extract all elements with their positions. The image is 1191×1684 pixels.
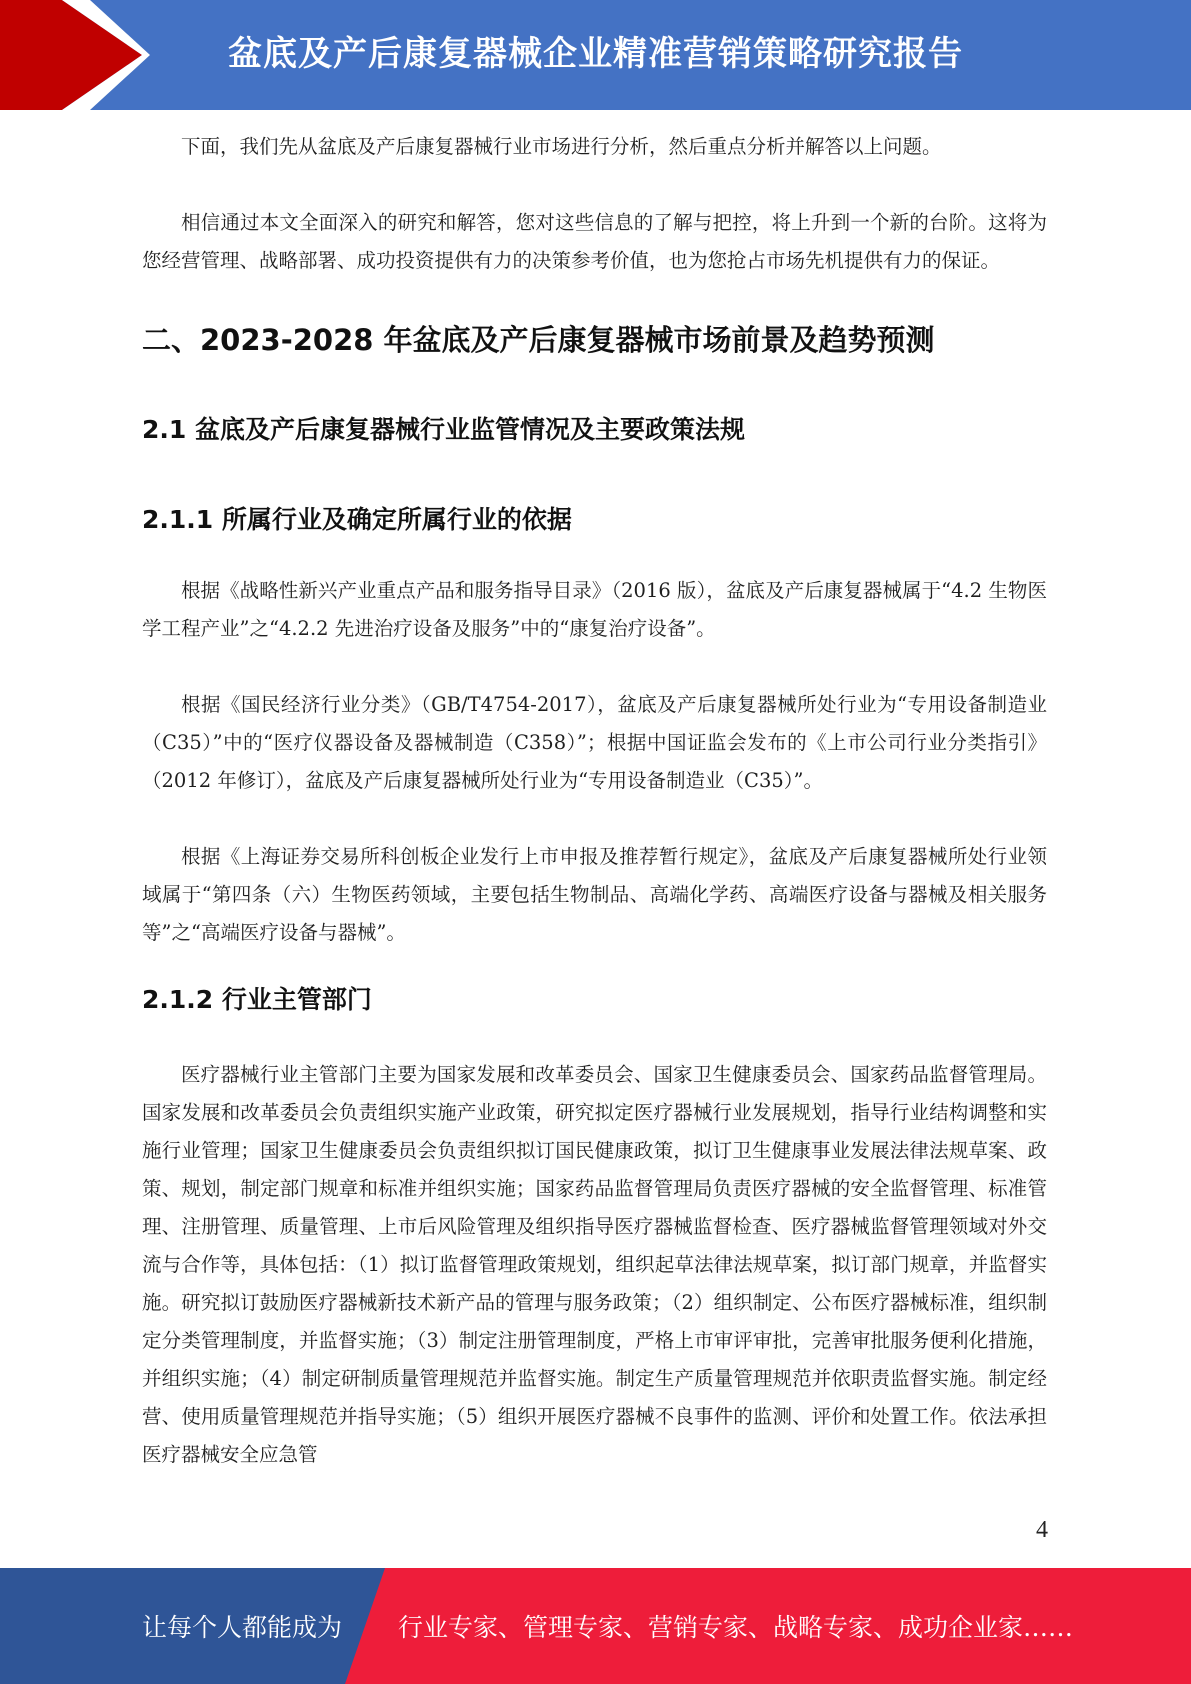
page-number: 4 (1036, 1517, 1048, 1543)
subsection-heading-2-1: 2.1 盆底及产后康复器械行业监管情况及主要政策法规 (142, 415, 745, 444)
section-heading-2: 二、2023-2028 年盆底及产后康复器械市场前景及趋势预测 (142, 323, 935, 357)
footer-slogan-left: 让每个人都能成为 (142, 1613, 343, 1642)
paragraph-strategic-catalog: 根据《战略性新兴产业重点产品和服务指导目录》（2016 版），盆底及产后康复器械属于“4.2 生物医学工程产业”之“4.2.2 先进治疗设备及服务”中的“康复治疗设备”。 (142, 579, 1047, 640)
footer-banner (0, 1568, 1191, 1684)
header-banner (0, 0, 1191, 110)
paragraph-intro: 下面，我们先从盆底及产后康复器械行业市场进行分析，然后重点分析并解答以上问题。 (181, 135, 942, 158)
paragraph-belief: 相信通过本文全面深入的研究和解答，您对这些信息的了解与把控，将上升到一个新的台阶。这将为您经营管理、战略部署、成功投资提供有力的决策参考价值，也为您抢占市场先机提供有力的保证。 (142, 211, 1047, 272)
report-title: 盆底及产后康复器械企业精准营销策略研究报告 (228, 34, 963, 74)
subsection-heading-2-1-2: 2.1.2 行业主管部门 (142, 985, 372, 1014)
paragraph-industry-classification: 根据《国民经济行业分类》（GB/T4754-2017），盆底及产后康复器械所处行业为“专用设备制造业（C35）”中的“医疗仪器设备及器械制造（C358）”；根据中国证监会发布的《上市公司行业分类指引》（2012 年修订），盆底及产后康复器械所处行业为“专用设备制造业（C35）”。 (142, 693, 1047, 792)
paragraph-star-market: 根据《上海证券交易所科创板企业发行上市申报及推荐暂行规定》，盆底及产后康复器械所处行业领域属于“第四条（六）生物医药领域，主要包括生物制品、高端化学药、高端医疗设备与器械及相关服务等”之“高端医疗设备与器械”。 (142, 845, 1047, 944)
paragraph-regulators: 医疗器械行业主管部门主要为国家发展和改革委员会、国家卫生健康委员会、国家药品监督管理局。国家发展和改革委员会负责组织实施产业政策，研究拟定医疗器械行业发展规划，指导行业结构调整和实施行业管理；国家卫生健康委员会负责组织拟订国民健康政策，拟订卫生健康事业发展法律法规草案、政策、规划，制定部门规章和标准并组织实施；国家药品监督管理局负责医疗器械的安全监督管理、标准管理、注册管理、质量管理、上市后风险管理及组织指导医疗器械监督检查、医疗器械监督管理领域对外交流与合作等，具体包括：（1）拟订监督管理政策规划，组织起草法律法规草案，拟订部门规章，并监督实施。研究拟订鼓励医疗器械新技术新产品的管理与服务政策；（2）组织制定、公布医疗器械标准，组织制定分类管理制度，并监督实施；（3）制定注册管理制度，严格上市审评审批，完善审批服务便利化措施，并组织实施；（4）制定研制质量管理规范并监督实施。制定生产质量管理规范并依职责监督实施。制定经营、使用质量管理规范并指导实施；（5）组织开展医疗器械不良事件的监测、评价和处置工作。依法承担医疗器械安全应急管 (142, 1063, 1047, 1466)
footer-slogan-right: 行业专家、管理专家、营销专家、战略专家、成功企业家…… (398, 1613, 1074, 1642)
subsection-heading-2-1-1: 2.1.1 所属行业及确定所属行业的依据 (142, 505, 572, 534)
document-body (142, 128, 1047, 1474)
